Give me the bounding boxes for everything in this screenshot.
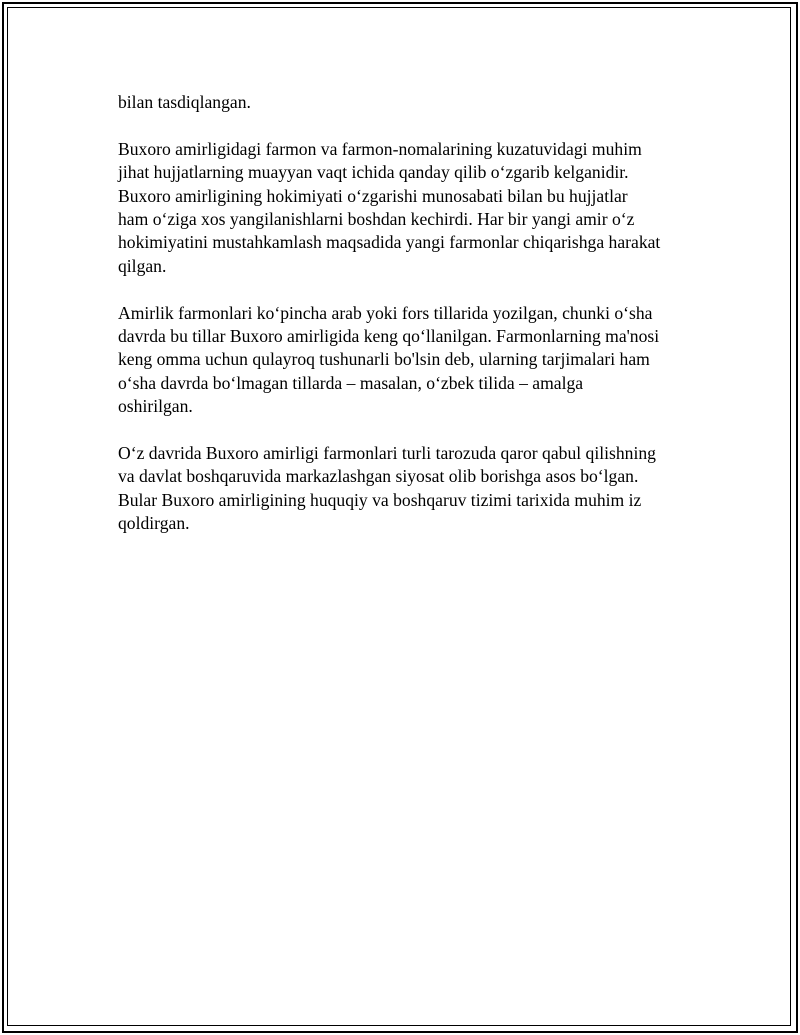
text-line: o‘sha davrda bo‘lmagan tillarda – masalan, o‘zbek tilida – amalga: [118, 372, 584, 393]
text-line: bilan tasdiqlangan.: [118, 92, 251, 112]
text-line: Buxoro amirligining hokimiyati o‘zgarishi munosabati bilan bu hujjatlar: [118, 185, 628, 206]
text-line: O‘z davrida Buxoro amirligi farmonlari turli tarozuda qaror qabul qilishning: [118, 443, 656, 464]
text-line: ham o‘ziga xos yangilanishlarni boshdan kechirdi. Har bir yangi amir o‘z: [118, 209, 635, 230]
text-line: Buxoro amirligidagi farmon va farmon-nomalarining kuzatuvidagi muhim: [118, 138, 642, 159]
text-line: oshirilgan.: [118, 396, 193, 417]
text-line: Bular Buxoro amirligining huquqiy va boshqaruv tizimi tarixida muhim iz: [118, 489, 642, 510]
text-line: Amirlik farmonlari ko‘pincha arab yoki fors tillarida yozilgan, chunki o‘sha: [118, 302, 653, 323]
paragraph: [118, 91, 688, 114]
paragraph: [118, 138, 688, 278]
text-line: qoldirgan.: [118, 513, 190, 534]
text-line: hokimiyatini mustahkamlash maqsadida yangi farmonlar chiqarishga harakat: [118, 232, 661, 253]
text-line: qilgan.: [118, 255, 167, 276]
text-line: jihat hujjatlarning muayyan vaqt ichida qanday qilib o‘zgarib kelganidir.: [118, 162, 629, 183]
document-body: [118, 91, 688, 559]
text-line: va davlat boshqaruvida markazlashgan siyosat olib borishga asos bo‘lgan.: [118, 466, 639, 487]
text-line: davrda bu tillar Buxoro amirligida keng qo‘llanilgan. Farmonlarning ma'nosi: [118, 326, 660, 347]
paragraph: [118, 442, 688, 536]
paragraph: [118, 302, 688, 419]
text-line: keng omma uchun qulayroq tushunarli bo'lsin deb, ularning tarjimalari ham: [118, 349, 650, 370]
